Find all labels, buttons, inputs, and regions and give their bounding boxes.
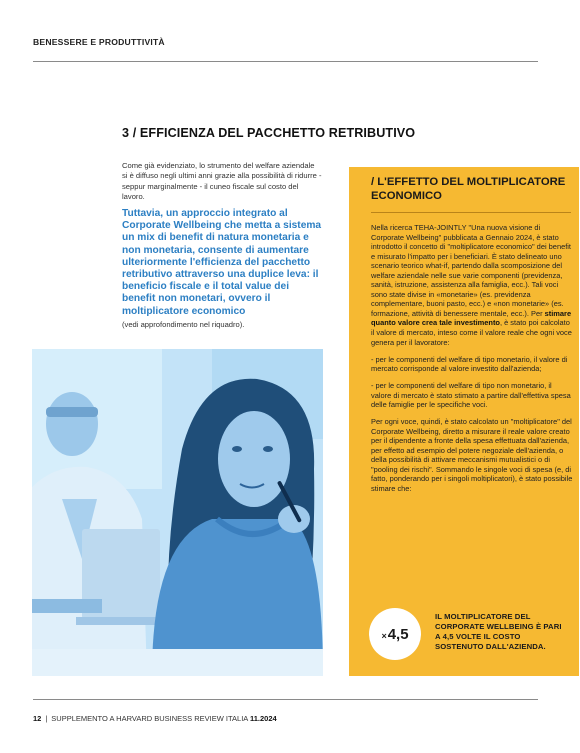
page-footer [33,714,277,723]
sidebar-box [349,167,579,676]
box-paragraph-text: , è stato poi calcolato il valore di mercato, inteso come il valore reale che ogni voce genera per il lavoratore: [371,318,572,347]
article-title: 3 / EFFICIENZA DEL PACCHETTO RETRIBUTIVO [122,126,416,140]
box-paragraph [371,223,573,347]
intro-paragraph: Come già evidenziato, lo strumento del welfare aziendale si è diffuso negli ultimi anni grazie alla possibilità di ridurre - seppur marginalmente - il cuneo fiscale sul costo del lavoro. [122,161,322,201]
box-title: / L'EFFETTO DEL MOLTIPLICATORE ECONOMICO [371,176,566,202]
box-body [371,223,573,501]
pull-quote: Tuttavia, un approccio integrato al Corporate Wellbeing che metta a sistema un mix di benefit di natura monetaria e non monetaria, consente di aumentare ulteriormente l'efficienza del pacchetto retributivo attraverso una duplice leva: il beneficio fiscale e il total value dei benefit non monetari, ovvero il moltiplicatore economico [122,208,322,317]
multiplier-value: 4,5 [387,625,409,643]
box-paragraph: Per ogni voce, quindi, è stato calcolato un "moltiplicatore" del Corporate Wellbeing, diretto a misurare il reale valore creato per il dipendente a fronte della spesa effettuata dall'azienda, per effetto ad esempio del potere negoziale dell'azienda, o della possibilità di attivare meccanismi mutualistici o di "pooling dei rischi". Sommando le singole voci di spesa (e, di fatto, ponderando per i singoli moltiplicatori), è stato possibile stimare che: [371,417,573,493]
multiplier-statement: IL MOLTIPLICATORE DEL CORPORATE WELLBEING È PARI A 4,5 VOLTE IL COSTO SOSTENUTO DALL'AZIENDA. [435,612,562,651]
top-rule [33,61,538,62]
publication-name: SUPPLEMENTO A HARVARD BUSINESS REVIEW ITALIA [51,714,248,723]
box-paragraph-bold: stimare quanto valore crea tale investimento [371,308,572,328]
box-rule [371,212,571,213]
bottom-rule [33,699,538,700]
box-paragraph: - per le componenti del welfare di tipo non monetario, il valore di mercato è stato stimato a partire dall'effettiva spesa delle famiglie per le specifiche voci. [371,380,571,410]
photo-students [32,349,323,676]
multiplier-symbol: × [381,630,387,641]
section-label: BENESSERE E PRODUTTIVITÀ [33,37,165,47]
page-number: 12 [33,714,42,723]
box-paragraph: - per le componenti del welfare di tipo monetario, il valore di mercato corrisponde al valore investito dall'azienda; [371,354,568,374]
box-paragraph-text: Nella ricerca TEHA-JOINTLY "Una nuova visione di Corporate Wellbeing" pubblicata a Gennaio 2024, è stato introdotto il concetto di "moltiplicatore economico" dei benefit e misurato l'impatto per i beneficiari. È stato delineato uno scenario teorico what-if, partendo dalla scomposizione del welfare aziendale nelle sue varie componenti (previdenza, sanità, istruzione, assistenza alla famiglia, ecc.). Tali voci sono state divise in «monetarie» (es. previdenza complementare, buoni pasto, ecc.) e «non monetarie» (es. formazione, attività di benessere mentale, ecc.). Per [371,223,572,318]
multiplier-badge [369,608,421,660]
issue-number: 11.2024 [249,714,277,723]
footer-separator: | [45,714,48,723]
box-reference-note: (vedi approfondimento nel riquadro). [122,320,245,329]
